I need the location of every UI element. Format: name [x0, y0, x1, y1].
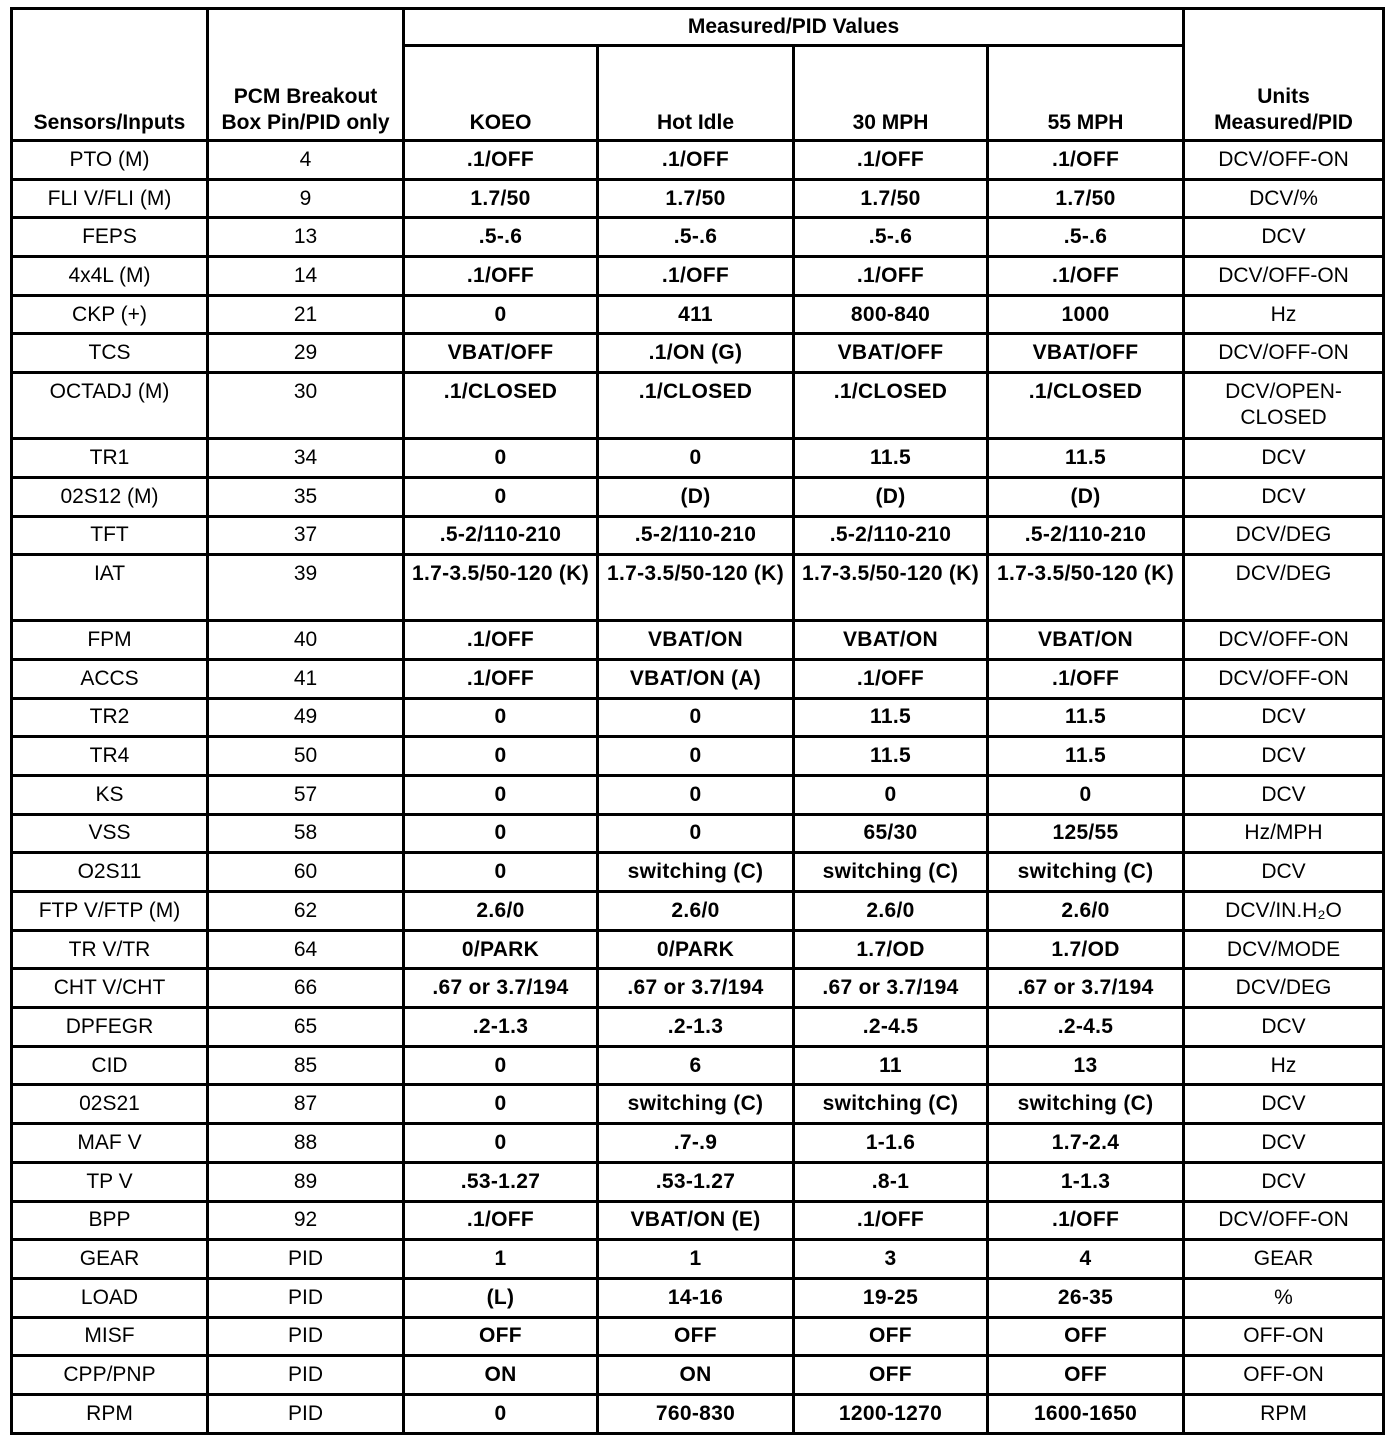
koeo-cell: 0 — [404, 439, 598, 478]
units-cell: DCV/% — [1184, 179, 1384, 218]
pin-cell: 57 — [208, 775, 404, 814]
mph55-cell: 13 — [988, 1046, 1184, 1085]
units-cell: DCV/DEG — [1184, 969, 1384, 1008]
table-row — [12, 334, 1384, 373]
hot-idle-cell: 14-16 — [598, 1278, 794, 1317]
koeo-cell: VBAT/OFF — [404, 334, 598, 373]
sensor-cell: GEAR — [12, 1240, 208, 1279]
mph30-cell: .1/OFF — [794, 659, 988, 698]
mph55-cell: 1.7-2.4 — [988, 1124, 1184, 1163]
mph30-cell: .1/OFF — [794, 1201, 988, 1240]
hot-idle-cell: .1/OFF — [598, 141, 794, 180]
units-cell: DCV/IN.H₂O — [1184, 892, 1384, 931]
pin-cell: 41 — [208, 659, 404, 698]
units-cell: DCV/OFF-ON — [1184, 621, 1384, 660]
pin-cell: 87 — [208, 1085, 404, 1124]
mph55-cell: 2.6/0 — [988, 892, 1184, 931]
koeo-cell: 0/PARK — [404, 930, 598, 969]
mph30-cell: 65/30 — [794, 814, 988, 853]
hot-idle-cell: 0 — [598, 698, 794, 737]
pin-cell: 66 — [208, 969, 404, 1008]
mph30-cell: 11.5 — [794, 439, 988, 478]
mph30-cell: 1.7-3.5/50-120 (K) — [794, 555, 988, 621]
pin-cell: 21 — [208, 295, 404, 334]
table-row — [12, 1317, 1384, 1356]
sensor-cell: ACCS — [12, 659, 208, 698]
units-cell: DCV/OFF-ON — [1184, 659, 1384, 698]
sensor-cell: O2S11 — [12, 853, 208, 892]
mph55-cell: switching (C) — [988, 1085, 1184, 1124]
units-cell: DCV — [1184, 698, 1384, 737]
mph55-cell: VBAT/OFF — [988, 334, 1184, 373]
table-row — [12, 257, 1384, 296]
koeo-cell: (L) — [404, 1278, 598, 1317]
koeo-cell: .1/OFF — [404, 141, 598, 180]
pin-cell: 88 — [208, 1124, 404, 1163]
hot-idle-cell: ON — [598, 1356, 794, 1395]
sensor-cell: BPP — [12, 1201, 208, 1240]
mph30-cell: 1-1.6 — [794, 1124, 988, 1163]
pin-cell: 40 — [208, 621, 404, 660]
header-units-measured-pid: Units Measured/PID — [1184, 9, 1384, 141]
pin-cell: PID — [208, 1394, 404, 1433]
table-row — [12, 698, 1384, 737]
mph55-cell: 11.5 — [988, 439, 1184, 478]
units-cell: DCV — [1184, 737, 1384, 776]
koeo-cell: 1 — [404, 1240, 598, 1279]
sensor-cell: TR2 — [12, 698, 208, 737]
mph30-cell: .1/OFF — [794, 141, 988, 180]
sensor-cell: 02S12 (M) — [12, 477, 208, 516]
pin-cell: 30 — [208, 373, 404, 439]
units-cell: DCV/DEG — [1184, 516, 1384, 555]
header-pcm-breakout-box: PCM Breakout Box Pin/PID only — [208, 9, 404, 141]
table-row — [12, 930, 1384, 969]
mph55-cell: 1.7/OD — [988, 930, 1184, 969]
units-cell: OFF-ON — [1184, 1356, 1384, 1395]
mph30-cell: .67 or 3.7/194 — [794, 969, 988, 1008]
mph30-cell: VBAT/OFF — [794, 334, 988, 373]
header-hot-idle: Hot Idle — [598, 46, 794, 141]
koeo-cell: 0 — [404, 477, 598, 516]
mph30-cell: 0 — [794, 775, 988, 814]
mph55-cell: VBAT/ON — [988, 621, 1184, 660]
mph55-cell: 4 — [988, 1240, 1184, 1279]
table-row — [12, 1240, 1384, 1279]
koeo-cell: .5-2/110-210 — [404, 516, 598, 555]
hot-idle-cell: .1/CLOSED — [598, 373, 794, 439]
sensor-cell: FLI V/FLI (M) — [12, 179, 208, 218]
koeo-cell: 0 — [404, 295, 598, 334]
hot-idle-cell: 2.6/0 — [598, 892, 794, 931]
mph55-cell: 1600-1650 — [988, 1394, 1184, 1433]
hot-idle-cell: 0 — [598, 439, 794, 478]
header-30-mph: 30 MPH — [794, 46, 988, 141]
header-measured-pid-values: Measured/PID Values — [404, 9, 1184, 46]
mph30-cell: OFF — [794, 1317, 988, 1356]
koeo-cell: 0 — [404, 814, 598, 853]
mph30-cell: VBAT/ON — [794, 621, 988, 660]
mph30-cell: OFF — [794, 1356, 988, 1395]
pcm-values-table — [10, 7, 1385, 1435]
mph30-cell: .1/OFF — [794, 257, 988, 296]
table-row — [12, 1356, 1384, 1395]
pin-cell: 39 — [208, 555, 404, 621]
mph30-cell: .8-1 — [794, 1162, 988, 1201]
pin-cell: 65 — [208, 1008, 404, 1047]
koeo-cell: ON — [404, 1356, 598, 1395]
mph55-cell: 0 — [988, 775, 1184, 814]
koeo-cell: 0 — [404, 853, 598, 892]
table-row — [12, 659, 1384, 698]
table-body — [12, 141, 1384, 1434]
units-cell: OFF-ON — [1184, 1317, 1384, 1356]
mph55-cell: .1/OFF — [988, 659, 1184, 698]
units-cell: DCV/OFF-ON — [1184, 334, 1384, 373]
table-row — [12, 1201, 1384, 1240]
hot-idle-cell: 0 — [598, 737, 794, 776]
hot-idle-cell: 760-830 — [598, 1394, 794, 1433]
mph55-cell: (D) — [988, 477, 1184, 516]
table-row — [12, 1162, 1384, 1201]
koeo-cell: 0 — [404, 775, 598, 814]
pin-cell: 35 — [208, 477, 404, 516]
units-cell: DCV/OFF-ON — [1184, 257, 1384, 296]
table-row — [12, 621, 1384, 660]
hot-idle-cell: .1/ON (G) — [598, 334, 794, 373]
sensor-cell: TP V — [12, 1162, 208, 1201]
hot-idle-cell: .5-2/110-210 — [598, 516, 794, 555]
sensor-cell: KS — [12, 775, 208, 814]
table-row — [12, 295, 1384, 334]
hot-idle-cell: switching (C) — [598, 853, 794, 892]
table-row — [12, 1124, 1384, 1163]
mph55-cell: .5-.6 — [988, 218, 1184, 257]
koeo-cell: .1/OFF — [404, 1201, 598, 1240]
units-cell: GEAR — [1184, 1240, 1384, 1279]
mph55-cell: 1000 — [988, 295, 1184, 334]
pin-cell: 9 — [208, 179, 404, 218]
pin-cell: PID — [208, 1317, 404, 1356]
pin-cell: 64 — [208, 930, 404, 969]
hot-idle-cell: VBAT/ON — [598, 621, 794, 660]
mph55-cell: 11.5 — [988, 737, 1184, 776]
table-row — [12, 141, 1384, 180]
units-cell: DCV/OPEN-CLOSED — [1184, 373, 1384, 439]
koeo-cell: 0 — [404, 1046, 598, 1085]
units-cell: DCV — [1184, 1124, 1384, 1163]
pin-cell: PID — [208, 1278, 404, 1317]
koeo-cell: .53-1.27 — [404, 1162, 598, 1201]
sensor-cell: TR4 — [12, 737, 208, 776]
hot-idle-cell: VBAT/ON (E) — [598, 1201, 794, 1240]
hot-idle-cell: 411 — [598, 295, 794, 334]
table-row — [12, 218, 1384, 257]
koeo-cell: OFF — [404, 1317, 598, 1356]
hot-idle-cell: 1.7-3.5/50-120 (K) — [598, 555, 794, 621]
sensor-cell: FEPS — [12, 218, 208, 257]
mph30-cell: 800-840 — [794, 295, 988, 334]
table-row — [12, 1008, 1384, 1047]
units-cell: % — [1184, 1278, 1384, 1317]
hot-idle-cell: 0 — [598, 775, 794, 814]
pin-cell: 49 — [208, 698, 404, 737]
sensor-cell: MAF V — [12, 1124, 208, 1163]
units-cell: DCV — [1184, 1162, 1384, 1201]
koeo-cell: 0 — [404, 737, 598, 776]
hot-idle-cell: 6 — [598, 1046, 794, 1085]
table-row — [12, 477, 1384, 516]
koeo-cell: 0 — [404, 1394, 598, 1433]
mph55-cell: .2-4.5 — [988, 1008, 1184, 1047]
hot-idle-cell: switching (C) — [598, 1085, 794, 1124]
sensor-cell: CHT V/CHT — [12, 969, 208, 1008]
sensor-cell: FPM — [12, 621, 208, 660]
pin-cell: 92 — [208, 1201, 404, 1240]
mph30-cell: 1.7/50 — [794, 179, 988, 218]
mph30-cell: 19-25 — [794, 1278, 988, 1317]
units-cell: DCV — [1184, 853, 1384, 892]
pin-cell: 13 — [208, 218, 404, 257]
table-row — [12, 179, 1384, 218]
mph55-cell: .1/OFF — [988, 257, 1184, 296]
table-row — [12, 555, 1384, 621]
table-row — [12, 737, 1384, 776]
hot-idle-cell: .1/OFF — [598, 257, 794, 296]
units-cell: Hz — [1184, 295, 1384, 334]
sensor-cell: 4x4L (M) — [12, 257, 208, 296]
sensor-cell: MISF — [12, 1317, 208, 1356]
table-row — [12, 969, 1384, 1008]
koeo-cell: .2-1.3 — [404, 1008, 598, 1047]
sensor-cell: RPM — [12, 1394, 208, 1433]
table-row — [12, 853, 1384, 892]
koeo-cell: .1/OFF — [404, 659, 598, 698]
pin-cell: 50 — [208, 737, 404, 776]
mph30-cell: switching (C) — [794, 1085, 988, 1124]
sensor-cell: DPFEGR — [12, 1008, 208, 1047]
hot-idle-cell: OFF — [598, 1317, 794, 1356]
pin-cell: 4 — [208, 141, 404, 180]
units-cell: DCV — [1184, 477, 1384, 516]
pin-cell: 34 — [208, 439, 404, 478]
units-cell: DCV — [1184, 439, 1384, 478]
table-row — [12, 1278, 1384, 1317]
table-row — [12, 1085, 1384, 1124]
mph55-cell: .1/OFF — [988, 141, 1184, 180]
mph55-cell: switching (C) — [988, 853, 1184, 892]
pin-cell: 29 — [208, 334, 404, 373]
sensor-cell: LOAD — [12, 1278, 208, 1317]
units-cell: DCV — [1184, 775, 1384, 814]
mph30-cell: .5-.6 — [794, 218, 988, 257]
mph55-cell: 1.7-3.5/50-120 (K) — [988, 555, 1184, 621]
koeo-cell: 1.7/50 — [404, 179, 598, 218]
mph30-cell: 1200-1270 — [794, 1394, 988, 1433]
hot-idle-cell: .53-1.27 — [598, 1162, 794, 1201]
table-row — [12, 373, 1384, 439]
mph30-cell: 11.5 — [794, 698, 988, 737]
koeo-cell: 2.6/0 — [404, 892, 598, 931]
table-row — [12, 516, 1384, 555]
units-cell: DCV/OFF-ON — [1184, 141, 1384, 180]
pin-cell: PID — [208, 1356, 404, 1395]
pin-cell: 58 — [208, 814, 404, 853]
pin-cell: 14 — [208, 257, 404, 296]
table-row — [12, 775, 1384, 814]
mph55-cell: .1/OFF — [988, 1201, 1184, 1240]
table-row — [12, 1394, 1384, 1433]
hot-idle-cell: .67 or 3.7/194 — [598, 969, 794, 1008]
sensor-cell: TR V/TR — [12, 930, 208, 969]
hot-idle-cell: .2-1.3 — [598, 1008, 794, 1047]
hot-idle-cell: 1 — [598, 1240, 794, 1279]
pin-cell: 37 — [208, 516, 404, 555]
sensor-cell: CPP/PNP — [12, 1356, 208, 1395]
units-cell: DCV/OFF-ON — [1184, 1201, 1384, 1240]
koeo-cell: .67 or 3.7/194 — [404, 969, 598, 1008]
sensor-cell: PTO (M) — [12, 141, 208, 180]
pin-cell: 85 — [208, 1046, 404, 1085]
mph55-cell: 11.5 — [988, 698, 1184, 737]
units-cell: DCV — [1184, 218, 1384, 257]
header-koeo: KOEO — [404, 46, 598, 141]
koeo-cell: .1/OFF — [404, 257, 598, 296]
mph30-cell: 1.7/OD — [794, 930, 988, 969]
koeo-cell: 0 — [404, 698, 598, 737]
mph55-cell: 26-35 — [988, 1278, 1184, 1317]
mph55-cell: 1.7/50 — [988, 179, 1184, 218]
koeo-cell: 0 — [404, 1124, 598, 1163]
mph30-cell: .1/CLOSED — [794, 373, 988, 439]
koeo-cell: 0 — [404, 1085, 598, 1124]
table-row — [12, 892, 1384, 931]
mph30-cell: 2.6/0 — [794, 892, 988, 931]
sensor-cell: TFT — [12, 516, 208, 555]
sensor-cell: VSS — [12, 814, 208, 853]
mph30-cell: .5-2/110-210 — [794, 516, 988, 555]
units-cell: DCV/MODE — [1184, 930, 1384, 969]
sensor-cell: IAT — [12, 555, 208, 621]
mph55-cell: .67 or 3.7/194 — [988, 969, 1184, 1008]
hot-idle-cell: 1.7/50 — [598, 179, 794, 218]
sensor-cell: OCTADJ (M) — [12, 373, 208, 439]
mph30-cell: 3 — [794, 1240, 988, 1279]
hot-idle-cell: 0/PARK — [598, 930, 794, 969]
mph55-cell: 1-1.3 — [988, 1162, 1184, 1201]
pin-cell: 89 — [208, 1162, 404, 1201]
table-row — [12, 814, 1384, 853]
hot-idle-cell: (D) — [598, 477, 794, 516]
mph55-cell: .1/CLOSED — [988, 373, 1184, 439]
units-cell: DCV — [1184, 1085, 1384, 1124]
sensor-cell: FTP V/FTP (M) — [12, 892, 208, 931]
hot-idle-cell: .5-.6 — [598, 218, 794, 257]
pin-cell: 60 — [208, 853, 404, 892]
mph55-cell: 125/55 — [988, 814, 1184, 853]
koeo-cell: .5-.6 — [404, 218, 598, 257]
header-55-mph: 55 MPH — [988, 46, 1184, 141]
mph30-cell: 11 — [794, 1046, 988, 1085]
sensor-cell: 02S21 — [12, 1085, 208, 1124]
mph30-cell: switching (C) — [794, 853, 988, 892]
sensor-cell: TCS — [12, 334, 208, 373]
mph55-cell: OFF — [988, 1356, 1184, 1395]
units-cell: DCV — [1184, 1008, 1384, 1047]
units-cell: RPM — [1184, 1394, 1384, 1433]
hot-idle-cell: VBAT/ON (A) — [598, 659, 794, 698]
koeo-cell: .1/CLOSED — [404, 373, 598, 439]
mph55-cell: .5-2/110-210 — [988, 516, 1184, 555]
pin-cell: PID — [208, 1240, 404, 1279]
hot-idle-cell: .7-.9 — [598, 1124, 794, 1163]
units-cell: Hz — [1184, 1046, 1384, 1085]
pin-cell: 62 — [208, 892, 404, 931]
mph30-cell: (D) — [794, 477, 988, 516]
header-sensors-inputs: Sensors/Inputs — [12, 9, 208, 141]
table-row — [12, 1046, 1384, 1085]
sensor-cell: TR1 — [12, 439, 208, 478]
units-cell: Hz/MPH — [1184, 814, 1384, 853]
mph30-cell: 11.5 — [794, 737, 988, 776]
sensor-cell: CID — [12, 1046, 208, 1085]
mph30-cell: .2-4.5 — [794, 1008, 988, 1047]
hot-idle-cell: 0 — [598, 814, 794, 853]
koeo-cell: 1.7-3.5/50-120 (K) — [404, 555, 598, 621]
sensor-cell: CKP (+) — [12, 295, 208, 334]
units-cell: DCV/DEG — [1184, 555, 1384, 621]
koeo-cell: .1/OFF — [404, 621, 598, 660]
mph55-cell: OFF — [988, 1317, 1184, 1356]
table-row — [12, 439, 1384, 478]
